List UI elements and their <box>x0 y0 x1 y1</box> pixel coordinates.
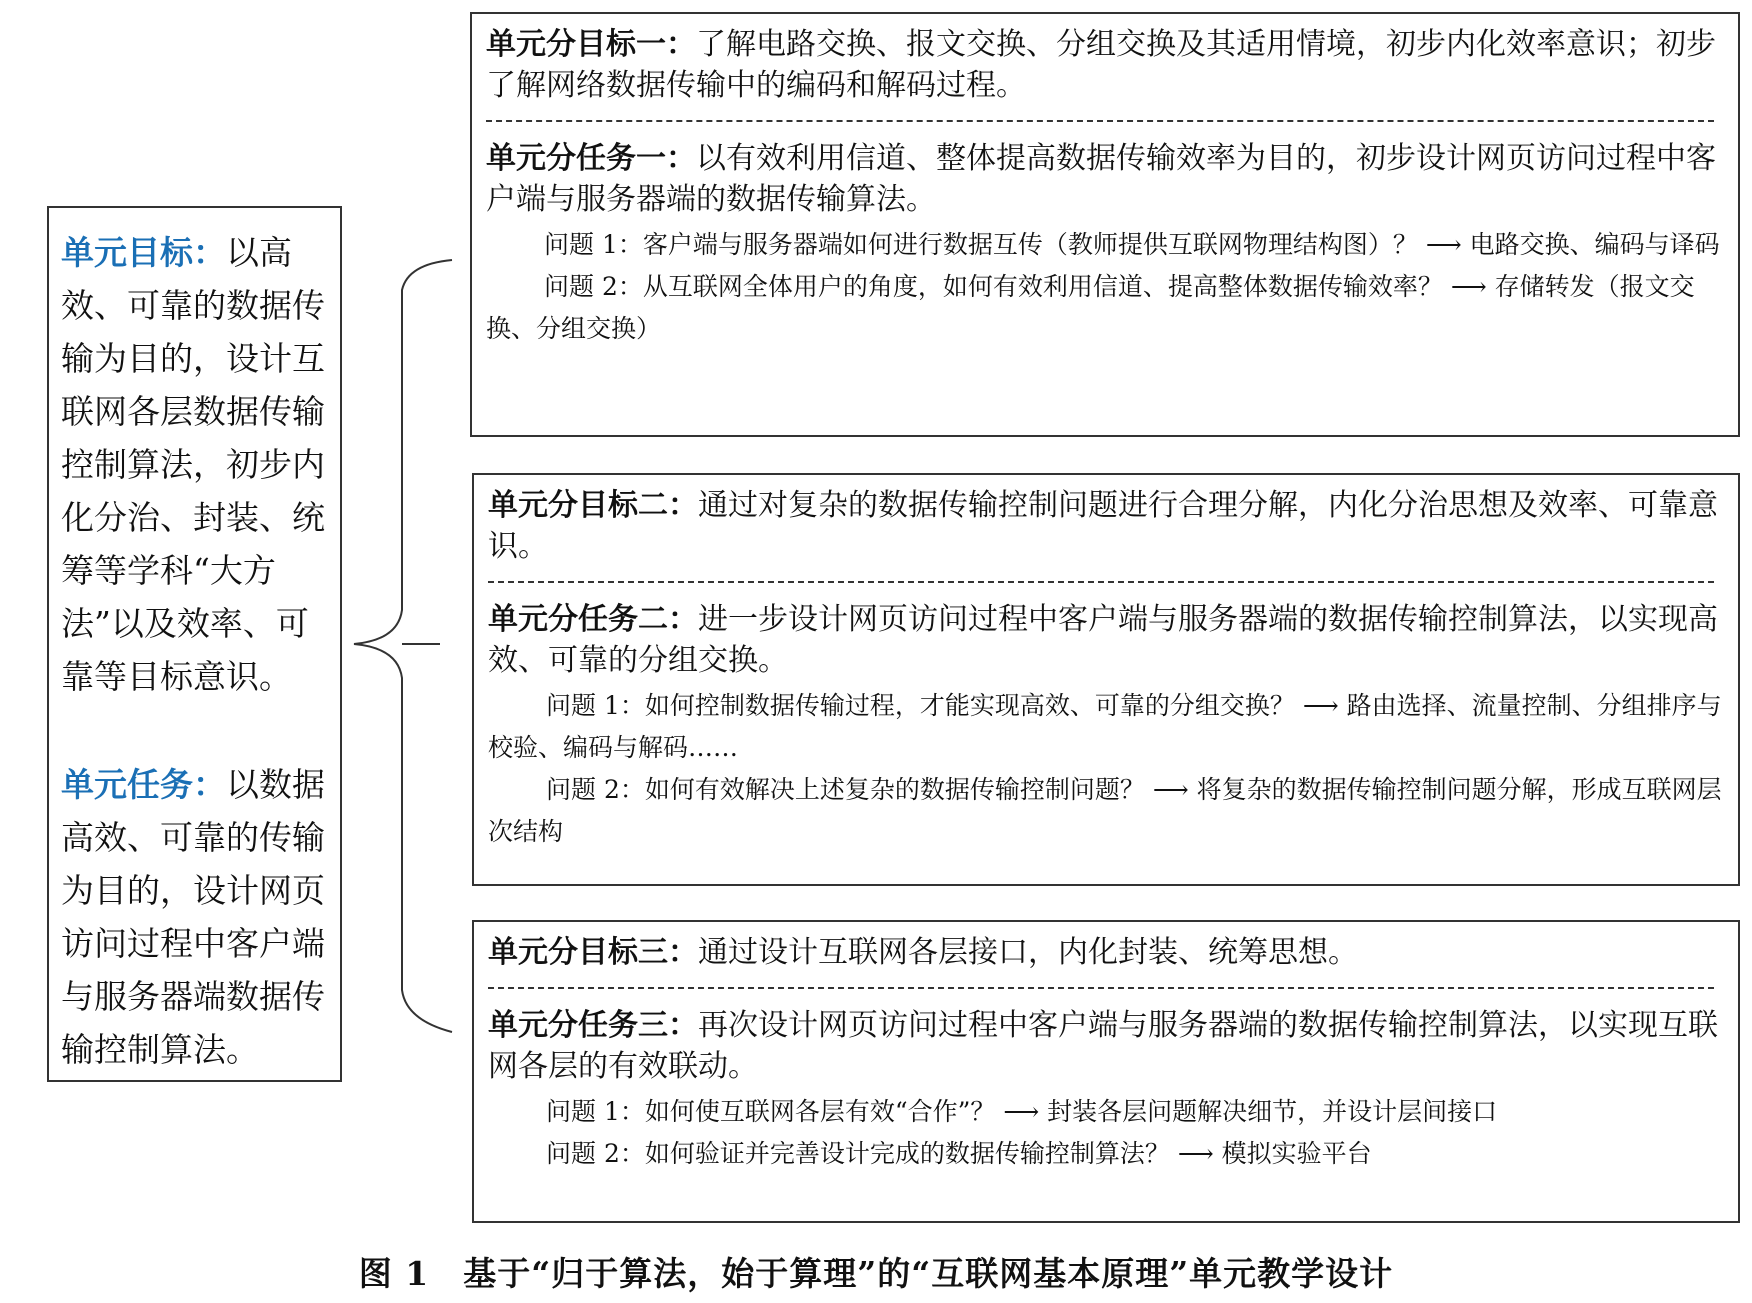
section-box-3 <box>472 920 1740 1223</box>
question-3-1 <box>488 1091 1724 1133</box>
dashed-divider <box>486 120 1714 122</box>
sub-task-2-label: 单元分任务二： <box>488 602 698 637</box>
sub-task-3-label: 单元分任务三： <box>488 1008 698 1043</box>
sub-task-3-text: 再次设计网页访问过程中客户端与服务器端的数据传输控制算法，以实现互联网各层的有效联动。 <box>488 1008 1718 1084</box>
unit-task <box>61 758 330 1076</box>
dashed-divider <box>488 987 1714 989</box>
section-box-2 <box>472 473 1740 886</box>
unit-task-label: 单元任务： <box>61 765 226 804</box>
arrow-icon: ⟶ <box>1003 1097 1040 1126</box>
question-answer: 电路交换、编码与译码 <box>1469 230 1720 259</box>
unit-goal-label: 单元目标： <box>61 233 226 272</box>
sub-goal-2-text: 通过对复杂的数据传输控制问题进行合理分解，内化分治思想及效率、可靠意识。 <box>488 488 1718 564</box>
sub-task-3 <box>488 1005 1724 1087</box>
arrow-icon: ⟶ <box>1450 272 1487 301</box>
unit-goal <box>61 226 330 703</box>
question-1-2 <box>486 266 1724 350</box>
unit-goal-text: 以高效、可靠的数据传输为目的，设计互联网各层数据传输控制算法，初步内化分治、封装、统筹等学科“大方法”以及效率、可靠等目标意识。 <box>61 233 325 696</box>
unit-box <box>47 206 342 1082</box>
sub-task-1-label: 单元分任务一： <box>486 141 696 176</box>
sub-goal-3-label: 单元分目标三： <box>488 935 698 970</box>
sub-goal-1-text: 了解电路交换、报文交换、分组交换及其适用情境，初步内化效率意识；初步了解网络数据传输中的编码和解码过程。 <box>486 27 1716 103</box>
question-text: 问题 1：客户端与服务器端如何进行数据互传（教师提供互联网物理结构图）？ <box>544 230 1418 259</box>
question-answer: 路由选择、流量控制、分组排序与校验、编码与解码…… <box>488 691 1722 762</box>
arrow-icon: ⟶ <box>1152 775 1189 804</box>
dashed-divider <box>488 581 1714 583</box>
sub-goal-3-text: 通过设计互联网各层接口，内化封装、统筹思想。 <box>698 935 1358 970</box>
question-text: 问题 2：如何验证并完善设计完成的数据传输控制算法？ <box>546 1139 1170 1168</box>
question-2-2 <box>488 769 1724 853</box>
unit-task-text: 以数据高效、可靠的传输为目的，设计网页访问过程中客户端与服务器端数据传输控制算法。 <box>61 765 325 1069</box>
section-box-1 <box>470 12 1740 437</box>
sub-goal-2 <box>488 485 1724 567</box>
question-3-2 <box>488 1133 1724 1175</box>
sub-goal-2-label: 单元分目标二： <box>488 488 698 523</box>
figure-caption: 图 1 基于“归于算法，始于算理”的“互联网基本原理”单元教学设计 <box>358 1254 1394 1293</box>
sub-goal-1-label: 单元分目标一： <box>486 27 696 62</box>
sub-goal-3 <box>488 932 1724 973</box>
question-1-1 <box>486 224 1724 266</box>
arrow-icon: ⟶ <box>1177 1139 1214 1168</box>
question-answer: 封装各层问题解决细节，并设计层间接口 <box>1047 1097 1498 1126</box>
question-text: 问题 2：从互联网全体用户的角度，如何有效利用信道、提高整体数据传输效率？ <box>544 272 1443 301</box>
question-text: 问题 2：如何有效解决上述复杂的数据传输控制问题？ <box>546 775 1145 804</box>
arrow-icon: ⟶ <box>1302 691 1339 720</box>
sub-task-1 <box>486 138 1724 220</box>
sub-task-2 <box>488 599 1724 681</box>
question-2-1 <box>488 685 1724 769</box>
sub-task-2-text: 进一步设计网页访问过程中客户端与服务器端的数据传输控制算法，以实现高效、可靠的分组交换。 <box>488 602 1718 678</box>
question-text: 问题 1：如何控制数据传输过程，才能实现高效、可靠的分组交换？ <box>546 691 1295 720</box>
question-text: 问题 1：如何使互联网各层有效“合作”？ <box>546 1097 996 1126</box>
brace-connector <box>340 250 460 1040</box>
sub-task-1-text: 以有效利用信道、整体提高数据传输效率为目的，初步设计网页访问过程中客户端与服务器端的数据传输算法。 <box>486 141 1716 217</box>
arrow-icon: ⟶ <box>1425 230 1462 259</box>
sub-goal-1 <box>486 24 1724 106</box>
question-answer: 将复杂的数据传输控制问题分解，形成互联网层次结构 <box>488 775 1722 846</box>
question-answer: 存储转发（报文交换、分组交换） <box>486 272 1695 343</box>
question-answer: 模拟实验平台 <box>1221 1139 1372 1168</box>
